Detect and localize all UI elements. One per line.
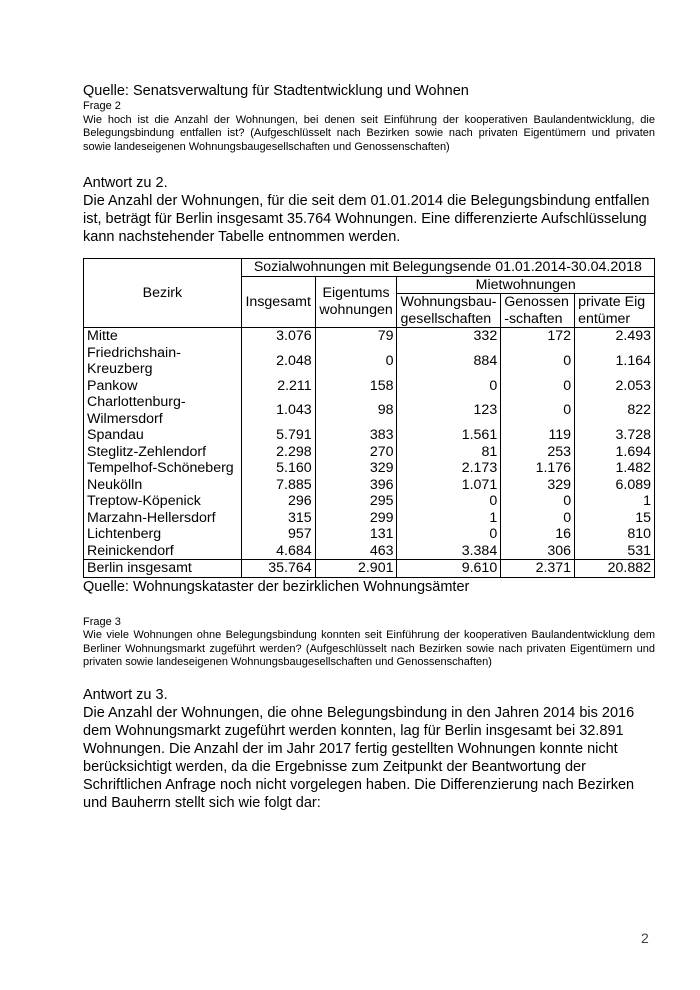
cell-wbg: 332 (397, 328, 501, 345)
antwort2-label: Antwort zu 2. (83, 175, 168, 191)
antwort3-text: Die Anzahl der Wohnungen, die ohne Belegungsbindung in den Jahren 2014 bis 2016 dem Wohnungsmarkt zugeführt werden konnten, lag für Berlin insgesamt bei 32.891 Wohnungen. Die Anzahl der im Jahr 2017 fertig gestellten Wohnungen konnte nicht berücksichtigt werden, da die Ergebnisse zum Zeitpunkt der Beantwortung der Schriftlichen Anfrage noch nicht vorgelegen haben. Die Differenzierung nach Bezirken und Bauherrn stellt sich wie folgt dar: (83, 704, 635, 811)
cell-wbg: 3.384 (397, 543, 501, 560)
cell-insgesamt: 3.076 (241, 328, 315, 345)
header-priv: private Eigentümer (575, 294, 655, 328)
table-row (84, 394, 655, 427)
cell-insgesamt: 7.885 (241, 477, 315, 494)
cell-gen: 0 (501, 510, 575, 527)
cell-bezirk: Mitte (84, 328, 242, 345)
cell-gen: 16 (501, 526, 575, 543)
cell-eigentum: 2.901 (315, 560, 397, 578)
cell-priv: 810 (575, 526, 655, 543)
table-total-row (84, 560, 655, 578)
cell-gen: 2.371 (501, 560, 575, 578)
cell-priv: 2.053 (575, 378, 655, 395)
cell-priv: 531 (575, 543, 655, 560)
cell-insgesamt: 35.764 (241, 560, 315, 578)
cell-priv: 1.482 (575, 460, 655, 477)
cell-gen: 253 (501, 444, 575, 461)
cell-bezirk: Neukölln (84, 477, 242, 494)
table-row (84, 427, 655, 444)
cell-wbg: 1.561 (397, 427, 501, 444)
cell-gen: 172 (501, 328, 575, 345)
document-page (83, 82, 655, 812)
frage2-text: Wie hoch ist die Anzahl der Wohnungen, bei denen seit Einführung der kooperativen Baulandentwicklung, die Belegungsbindung entfallen ist? (Aufgeschlüsselt nach Bezirken sowie nach privaten Eigentümern und privaten sowie landeseigenen Wohnungsbaugesellschaften und Genossenschaften) (83, 113, 655, 153)
cell-eigentum: 295 (315, 493, 397, 510)
antwort3-label: Antwort zu 3. (83, 686, 168, 703)
cell-bezirk: Pankow (84, 378, 242, 395)
header-group: Sozialwohnungen mit Belegungsende 01.01.2014-30.04.2018 (241, 259, 654, 277)
source-note-top: Quelle: Senatsverwaltung für Stadtentwicklung und Wohnen (83, 83, 469, 99)
frage2-label: Frage 2 (83, 100, 121, 112)
cell-eigentum: 329 (315, 460, 397, 477)
cell-insgesamt: 4.684 (241, 543, 315, 560)
header-miet: Mietwohnungen (397, 276, 655, 294)
cell-priv: 20.882 (575, 560, 655, 578)
cell-gen: 0 (501, 378, 575, 395)
frage3-text: Wie viele Wohnungen ohne Belegungsbindung konnten seit Einführung der kooperativen Baulandentwicklung dem Berliner Wohnungsmarkt zugeführt werden? (Aufgeschlüsselt nach Bezirken sowie nach privaten Eigentümern und privaten sowie landeseigenen Wohnungsbaugesellschaften und Genossenschaften) (83, 629, 655, 668)
cell-insgesamt: 5.791 (241, 427, 315, 444)
cell-priv: 822 (575, 394, 655, 427)
cell-wbg: 1 (397, 510, 501, 527)
header-eigentum: Eigentumswohnungen (315, 276, 397, 328)
header-wbg: Wohnungsbau-gesellschaften (397, 294, 501, 328)
cell-gen: 1.176 (501, 460, 575, 477)
cell-wbg: 123 (397, 394, 501, 427)
cell-bezirk: Reinickendorf (84, 543, 242, 560)
cell-priv: 6.089 (575, 477, 655, 494)
table-row (84, 345, 655, 378)
page-number: 2 (641, 930, 649, 946)
table-row (84, 543, 655, 560)
header-gen: Genossen-schaften (501, 294, 575, 328)
cell-eigentum: 396 (315, 477, 397, 494)
cell-insgesamt: 1.043 (241, 394, 315, 427)
cell-eigentum: 79 (315, 328, 397, 345)
table-row (84, 493, 655, 510)
cell-eigentum: 383 (315, 427, 397, 444)
table-row (84, 526, 655, 543)
cell-insgesamt: 2.048 (241, 345, 315, 378)
cell-priv: 3.728 (575, 427, 655, 444)
cell-priv: 1 (575, 493, 655, 510)
cell-bezirk: Lichtenberg (84, 526, 242, 543)
cell-insgesamt: 2.298 (241, 444, 315, 461)
cell-insgesamt: 957 (241, 526, 315, 543)
cell-gen: 329 (501, 477, 575, 494)
cell-wbg: 0 (397, 493, 501, 510)
cell-bezirk: Steglitz-Zehlendorf (84, 444, 242, 461)
cell-priv: 15 (575, 510, 655, 527)
cell-eigentum: 463 (315, 543, 397, 560)
cell-bezirk: Tempelhof-Schöneberg (84, 460, 242, 477)
frage3-label: Frage 3 (83, 615, 121, 628)
cell-priv: 2.493 (575, 328, 655, 345)
cell-bezirk: Friedrichshain-Kreuzberg (84, 345, 242, 378)
table-row (84, 477, 655, 494)
cell-bezirk: Charlottenburg-Wilmersdorf (84, 394, 242, 427)
cell-wbg: 0 (397, 526, 501, 543)
cell-bezirk: Treptow-Köpenick (84, 493, 242, 510)
cell-gen: 0 (501, 493, 575, 510)
antwort2-text: Die Anzahl der Wohnungen, für die seit dem 01.01.2014 die Belegungsbindung entfallen ist, beträgt für Berlin insgesamt 35.764 Wohnungen. Eine differenzierte Aufschlüsselung kann nachstehender Tabelle entnommen werden. (83, 193, 650, 245)
cell-eigentum: 299 (315, 510, 397, 527)
cell-priv: 1.694 (575, 444, 655, 461)
cell-eigentum: 98 (315, 394, 397, 427)
cell-wbg: 81 (397, 444, 501, 461)
cell-insgesamt: 2.211 (241, 378, 315, 395)
cell-gen: 0 (501, 345, 575, 378)
cell-insgesamt: 315 (241, 510, 315, 527)
cell-bezirk: Berlin insgesamt (84, 560, 242, 578)
header-insgesamt: Insgesamt (241, 276, 315, 328)
table-row (84, 444, 655, 461)
table-row (84, 378, 655, 395)
cell-wbg: 9.610 (397, 560, 501, 578)
cell-eigentum: 158 (315, 378, 397, 395)
cell-eigentum: 131 (315, 526, 397, 543)
cell-bezirk: Marzahn-Hellersdorf (84, 510, 242, 527)
cell-wbg: 2.173 (397, 460, 501, 477)
cell-gen: 119 (501, 427, 575, 444)
cell-bezirk: Spandau (84, 427, 242, 444)
cell-insgesamt: 5.160 (241, 460, 315, 477)
header-bezirk: Bezirk (84, 259, 242, 328)
cell-eigentum: 270 (315, 444, 397, 461)
table-row (84, 328, 655, 345)
cell-gen: 0 (501, 394, 575, 427)
cell-wbg: 0 (397, 378, 501, 395)
cell-wbg: 1.071 (397, 477, 501, 494)
cell-wbg: 884 (397, 345, 501, 378)
cell-priv: 1.164 (575, 345, 655, 378)
cell-insgesamt: 296 (241, 493, 315, 510)
sozialwohnungen-table (83, 258, 655, 578)
table-row (84, 510, 655, 527)
cell-gen: 306 (501, 543, 575, 560)
source-note-table: Quelle: Wohnungskataster der bezirklichen Wohnungsämter (83, 578, 470, 595)
table-row (84, 460, 655, 477)
cell-eigentum: 0 (315, 345, 397, 378)
